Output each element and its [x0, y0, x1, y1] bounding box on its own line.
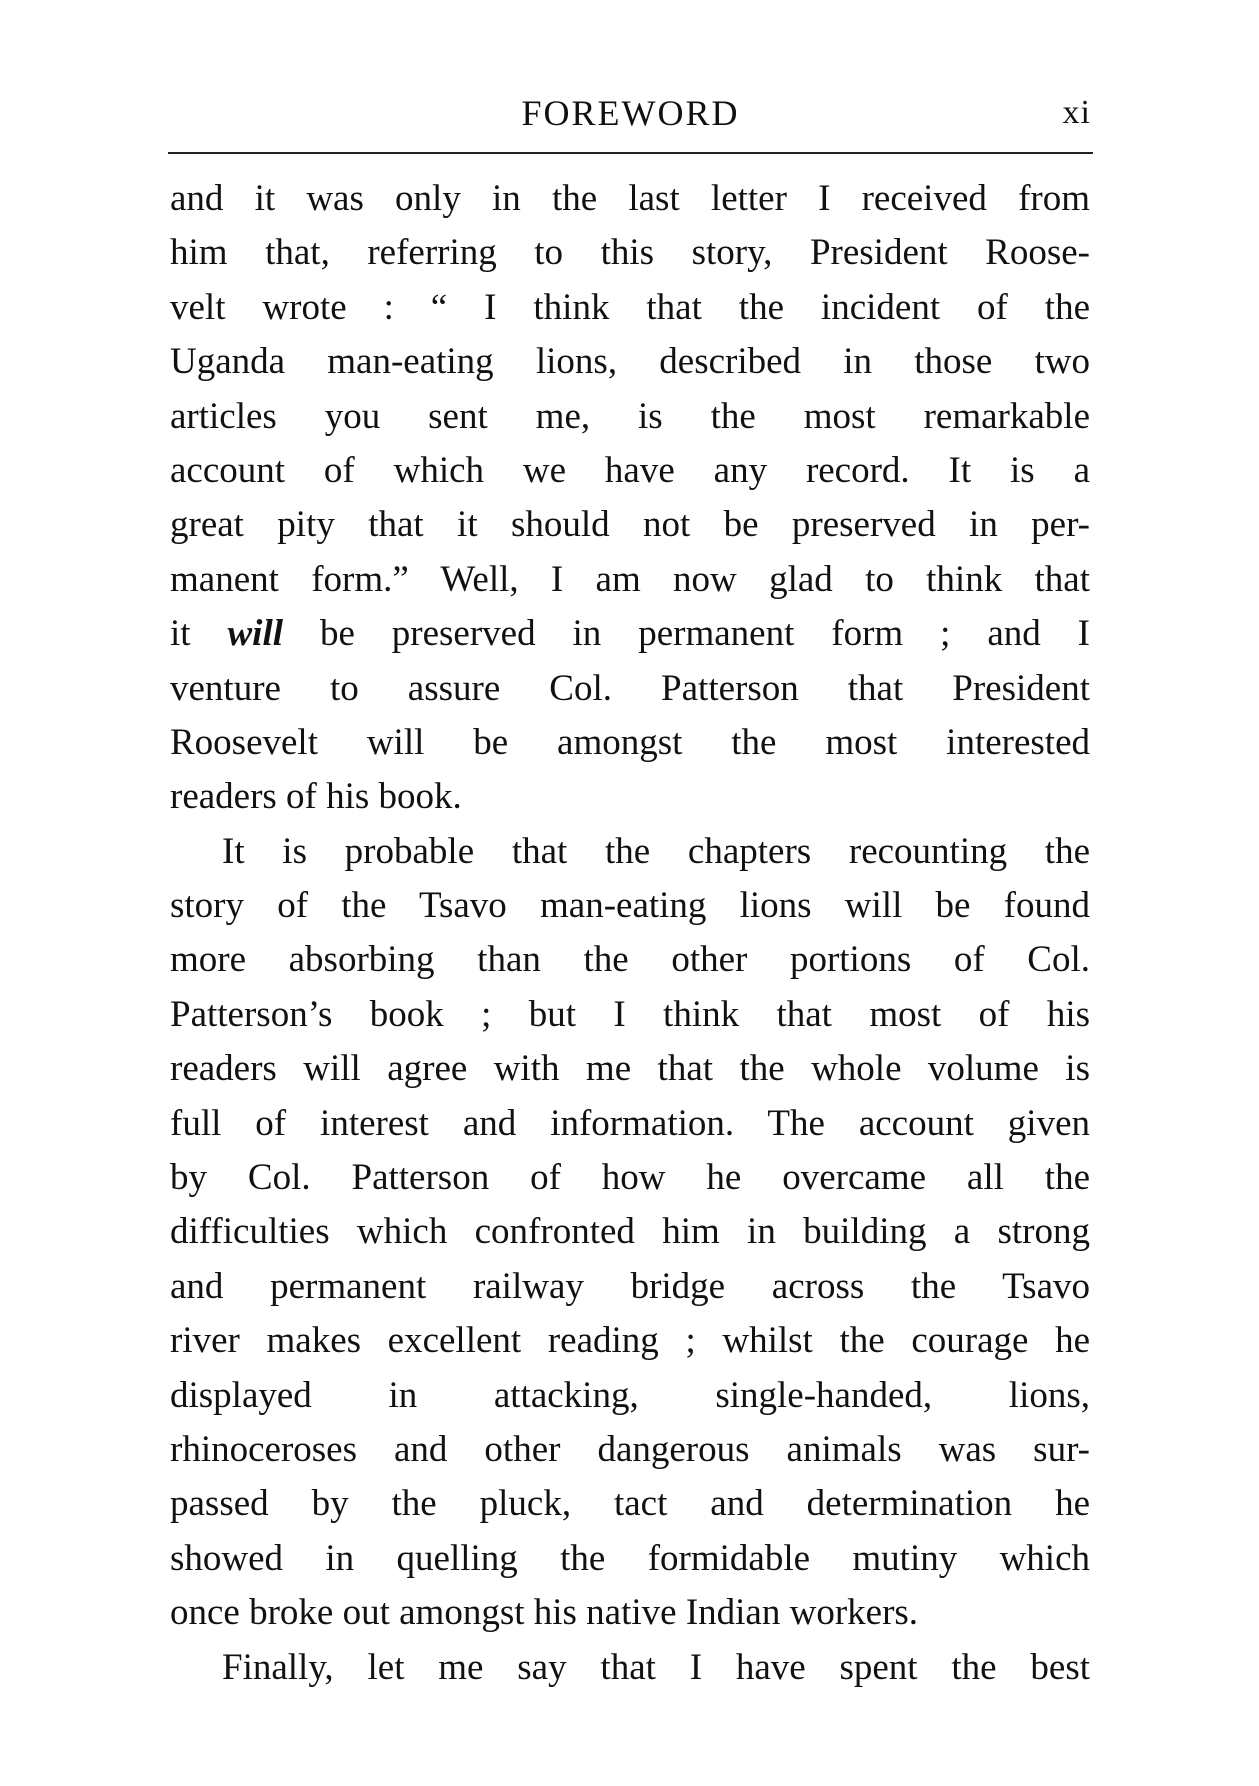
- text-line: river makes excellent reading ; whilst the courage he: [170, 1320, 1090, 1362]
- text-line: by Col. Patterson of how he overcame all the: [170, 1157, 1090, 1199]
- text-line: manent form.” Well, I am now glad to think that: [170, 558, 1090, 600]
- text-line: difficulties which confronted him in building a strong: [170, 1211, 1090, 1253]
- text-line: showed in quelling the formidable mutiny which: [170, 1537, 1090, 1579]
- text-segment: it: [170, 613, 228, 655]
- page-body: [170, 172, 1090, 1695]
- text-line: and it was only in the last letter I received from: [170, 178, 1090, 219]
- text-line: articles you sent me, is the most remarkable: [170, 395, 1090, 437]
- text-line: It is probable that the chapters recounting the: [222, 830, 1090, 872]
- text-line: once broke out amongst his native Indian workers.: [170, 1592, 919, 1634]
- text-segment: be preserved in permanent form ; and I: [283, 613, 1090, 655]
- text-line: him that, referring to this story, President Roose-: [170, 232, 1090, 274]
- text-line: passed by the pluck, tact and determination he: [170, 1483, 1090, 1525]
- header-rule: [168, 152, 1093, 154]
- text-line: full of interest and information. The account given: [170, 1102, 1090, 1144]
- text-line: rhinoceroses and other dangerous animals was sur-: [170, 1428, 1090, 1470]
- paragraph-1: [170, 172, 1090, 825]
- text-line: account of which we have any record. It is a: [170, 449, 1090, 491]
- text-line: Uganda man-eating lions, described in those two: [170, 341, 1090, 383]
- paragraph-3: [170, 1641, 1090, 1695]
- text-line: and permanent railway bridge across the Tsavo: [170, 1265, 1090, 1307]
- text-line: readers of his book.: [170, 776, 462, 818]
- text-line: [170, 607, 1090, 661]
- text-line: more absorbing than the other portions of Col.: [170, 939, 1090, 981]
- emphasized-word: will: [227, 613, 284, 655]
- text-line: story of the Tsavo man-eating lions will be found: [170, 885, 1090, 927]
- text-line: Roosevelt will be amongst the most interested: [170, 721, 1090, 763]
- text-line: Finally, let me say that I have spent the best: [222, 1646, 1090, 1688]
- text-line: venture to assure Col. Patterson that President: [170, 667, 1090, 709]
- running-header: [168, 86, 1093, 146]
- text-line: readers will agree with me that the whole volume is: [170, 1048, 1090, 1090]
- running-title: FOREWORD: [521, 93, 740, 133]
- text-line: Patterson’s book ; but I think that most of his: [170, 993, 1090, 1035]
- text-line: great pity that it should not be preserved in per-: [170, 504, 1090, 546]
- paragraph-2: [170, 825, 1090, 1641]
- page-number: xi: [1062, 94, 1091, 131]
- text-line: velt wrote : “ I think that the incident of the: [170, 286, 1090, 328]
- text-line: displayed in attacking, single-handed, lions,: [170, 1374, 1090, 1416]
